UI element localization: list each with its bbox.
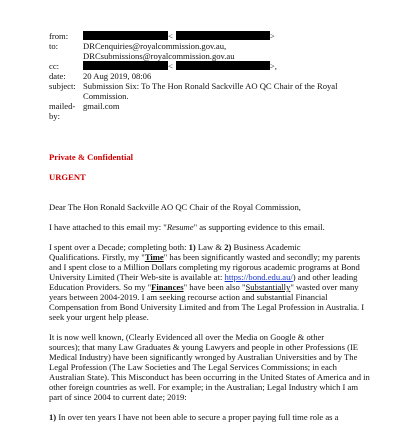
paragraph-misconduct: It is now well known, (Clearly Evidenced all over the Media on Google & other sources); that many Law Graduates & young Lawyers and people in other Professions (IE Medical Industry) have been significantly wronged by Australian Universities and by The Legal Profession (The Law Societies and The Legal Services Commissions; in each Australian State). This Misconduct has been occurring in the United States of America and in other foreign countries as well. For example; in the Australian; Legal Industry which I am part of since 2004 to current date; 2019: bbox=[49, 332, 370, 402]
to-label: to: bbox=[49, 41, 59, 51]
from-value: < > bbox=[83, 31, 389, 41]
private-confidential-label: Private & Confidential bbox=[49, 152, 134, 162]
from-label: from: bbox=[49, 31, 69, 41]
redacted-sender-name bbox=[83, 31, 168, 40]
subject-row bbox=[49, 81, 389, 101]
to-recipient-1: DRCenquiries@royalcommission.gov.au, bbox=[83, 41, 227, 51]
redacted-cc-email bbox=[176, 61, 270, 70]
from-row bbox=[49, 31, 389, 41]
mailed-by-value: gmail.com bbox=[83, 101, 120, 111]
urgent-label: URGENT bbox=[49, 172, 86, 182]
subject-line-1: Submission Six: To The Hon Ronald Sackville AO QC Chair of the Royal bbox=[83, 81, 338, 91]
bond-university-link[interactable]: https://bond.edu.au/ bbox=[224, 272, 293, 282]
date-value: 20 Aug 2019, 08:06 bbox=[83, 71, 152, 81]
cc-label: cc: bbox=[49, 61, 60, 71]
resume-word: Resume bbox=[166, 222, 194, 232]
redacted-cc-name bbox=[83, 61, 168, 70]
email-header bbox=[49, 31, 389, 121]
salutation: Dear The Hon Ronald Sackville AO QC Chair of the Royal Commission, bbox=[49, 202, 301, 212]
cc-row bbox=[49, 61, 389, 71]
email-body bbox=[49, 152, 394, 432]
date-row bbox=[49, 71, 389, 81]
date-label: date: bbox=[49, 71, 66, 81]
to-row bbox=[49, 41, 389, 61]
mailed-by-label-2: by: bbox=[49, 111, 60, 121]
time-word: Time bbox=[144, 252, 164, 262]
mailed-by-label-1: mailed- bbox=[49, 101, 76, 111]
subject-label: subject: bbox=[49, 81, 76, 91]
to-recipient-2: DRCsubmissions@royalcommission.gov.au bbox=[83, 51, 235, 61]
paragraph-point-1: 1) In over ten years I have not been able to secure a proper paying full time role as a bbox=[49, 412, 339, 422]
paragraph-education: I spent over a Decade; completing both: 1) Law & 2) Business Academic Qualifications. Firstly, my "Time" has been significantly wasted and secondly; my parents and I spent close to a Million Dollars completing my rigorous academic programs at Bond University Limited (Their Web-site is available at: https://bond.edu.au/) and other leading Education Providers. So my "Finances" have been also "Substantially" wasted over many years between 2004-2019. I am seeking recourse action and substantial Financial Compensation from Bond University Limited and from The Legal Profession in Australia. I seek your urgent help please. bbox=[49, 242, 365, 322]
paragraph-attachment: I have attached to this email my: "Resume" as supporting evidence to this email. bbox=[49, 222, 325, 232]
mailed-by-row bbox=[49, 101, 389, 121]
finances-word: Finances bbox=[151, 282, 184, 292]
substantially-word: Substantially bbox=[245, 282, 291, 292]
subject-line-2: Commission. bbox=[83, 91, 129, 101]
cc-value: < >, bbox=[83, 61, 389, 71]
redacted-sender-email bbox=[176, 31, 270, 40]
